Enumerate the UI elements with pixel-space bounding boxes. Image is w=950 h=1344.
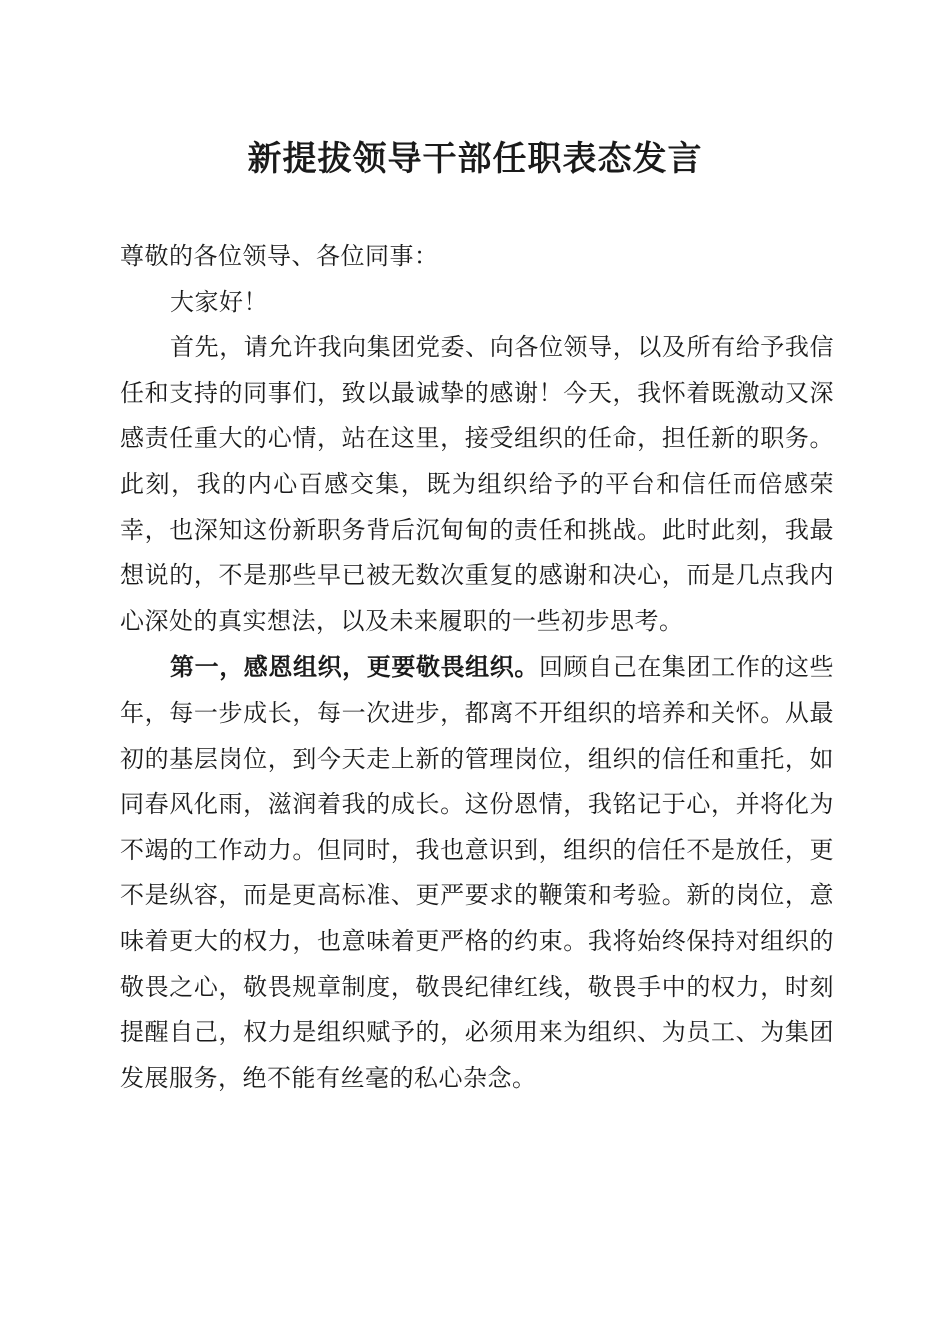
page-title: 新提拔领导干部任职表态发言 [247,139,703,179]
first-point-heading: 第一，感恩组织，更要敬畏组织。 [170,652,539,682]
salutation: 尊敬的各位领导、各位同事： [120,242,439,270]
greeting: 大家好！ [170,287,268,316]
document-body [120,234,834,1101]
first-point-body: 回顾自己在集团工作的这些年，每一步成长，每一次进步，都离不开组织的培养和关怀。从最初的基层岗位，到今天走上新的管理岗位，组织的信任和重托，如同春风化雨，滋润着我的成长。这份恩情，我铭记于心，并将化为不竭的工作动力。但同时，我也意识到，组织的信任不是放任，更不是纵容，而是更高标准、更严要求的鞭策和考验。新的岗位，意味着更大的权力，也意味着更严格的约束。我将始终保持对组织的敬畏之心，敬畏规章制度，敬畏纪律红线，敬畏手中的权力，时刻提醒自己，权力是组织赋予的，必须用来为组织、为员工、为集团发展服务，绝不能有丝毫的私心杂念。 [120,653,835,1092]
paragraph-first-point [120,644,834,1101]
paragraph-intro: 首先，请允许我向集团党委、向各位领导，以及所有给予我信任和支持的同事们，致以最诚挚的感谢！今天，我怀着既激动又深感责任重大的心情，站在这里，接受组织的任命，担任新的职务。此刻，我的内心百感交集，既为组织给予的平台和信任而倍感荣幸，也深知这份新职务背后沉甸甸的责任和挑战。此时此刻，我最想说的，不是那些早已被无数次重复的感谢和决心，而是几点我内心深处的真实想法，以及未来履职的一些初步思考。 [120,333,834,635]
